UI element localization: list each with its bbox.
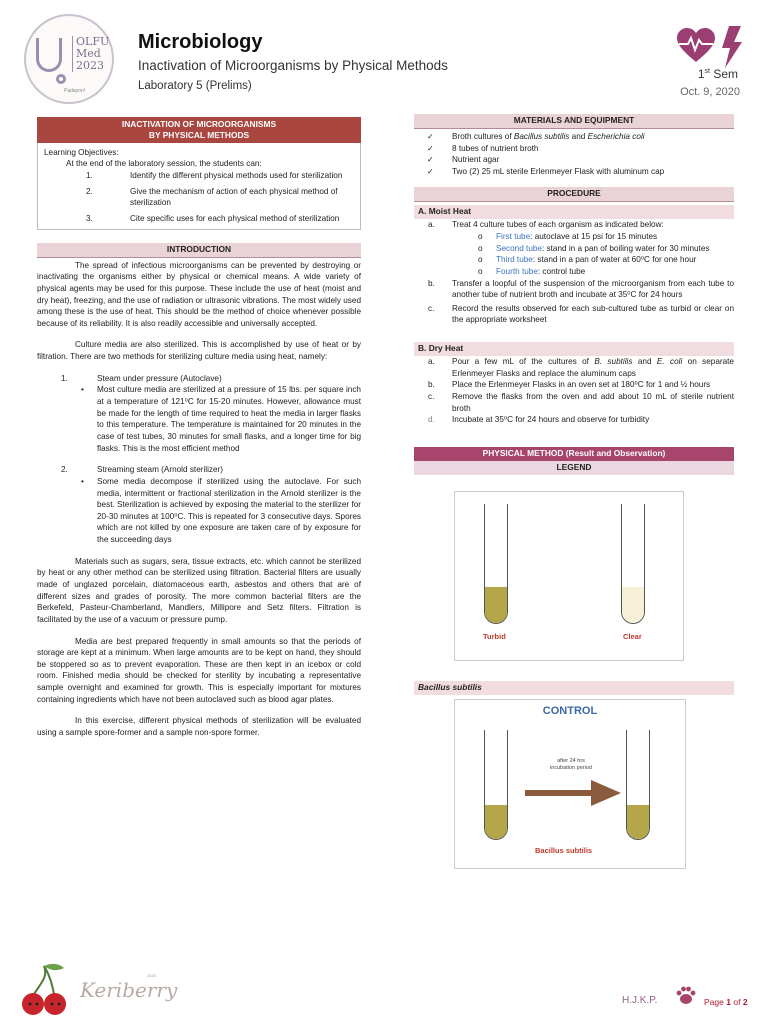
autoclave-bullets xyxy=(37,384,361,454)
moist-heat-steps-2 xyxy=(414,278,734,327)
material-item: ✓ Broth cultures of Bacillus subtilis and Escherichia coli xyxy=(427,131,645,141)
procedure-step: d. Incubate at 35⁰C for 24 hours and observe for turbidity xyxy=(428,415,650,425)
incubation-arrow-icon xyxy=(525,780,621,806)
introduction-heading: INTRODUCTION xyxy=(37,243,361,258)
lightning-bolt-icon xyxy=(720,26,744,68)
procedure-step: b. Place the Erlenmeyer Flasks in an oven set at 180⁰C for 1 and ½ hours xyxy=(428,380,711,390)
intro-paragraph-5: In this exercise, different physical methods of sterilization will be evaluated using a sample spore-former and a sample non-spore former. xyxy=(37,716,361,738)
objectives-heading: INACTIVATION OF MICROORGANISMS BY PHYSICAL METHODS xyxy=(37,117,361,143)
turbid-tube xyxy=(484,504,508,624)
autoclave-bullet: • Most culture media are sterilized at a pressure of 15 lbs. per square inch at a temperature of 121⁰C for 15-20 minutes. However, allowance must be made for the length of time required to heat the media in larger flasks to this temperature. The temperature is maintained for 20 minutes in the case of test tubes, 30 minutes for small flasks, and a longer time for big flasks. This is the most efficient method xyxy=(81,385,361,453)
tube-item: o Third tube: stand in a pan of water at 60⁰C for one hour xyxy=(478,255,697,265)
clear-broth xyxy=(622,587,644,623)
page-number: Page 1 of 2 xyxy=(704,997,748,1007)
legend-heading: LEGEND xyxy=(414,461,734,475)
arnold-bullets xyxy=(37,476,361,546)
lab-date: Oct. 9, 2020 xyxy=(680,86,740,98)
moist-heat-steps xyxy=(414,219,734,231)
procedure-step: c. Remove the flasks from the oven and add about 10 mL of sterile nutrient broth xyxy=(428,391,734,413)
procedure-step: b. Transfer a loopful of the suspension of the microorganism from each tube to another tube of nutrient broth and incubate at 35⁰C for 24 hours xyxy=(428,278,734,300)
arrow-label: after 24 hrs incubation period xyxy=(550,757,592,771)
procedure-step: c. Record the results observed for each sub-cultured tube as turbid or clear on the appropriate worksheet xyxy=(428,303,734,325)
dry-heat-heading: B. Dry Heat xyxy=(414,342,734,356)
cherry-icon xyxy=(20,962,68,1018)
objectives-list xyxy=(44,170,354,225)
moist-heat-heading: A. Moist Heat xyxy=(414,205,734,219)
left-column xyxy=(37,117,361,739)
material-item: ✓ Nutrient agar xyxy=(427,155,500,165)
materials-list xyxy=(414,131,734,178)
tube-treatments xyxy=(414,231,734,278)
intro-paragraph-1: The spread of infectious microorganisms can be prevented by destroying or inactivating the organisms either by physical or chemical means. A wide variety of physical agents may be used for this purpose. These include the use of heat (moist and dry heat), freezing, and the use of radiation or ultrasonic vibrations. The most widely used among these is the use of heat. This should be the method of choice whenever possible because of its reliability. It is also readily accessible and universally accepted. xyxy=(37,260,361,328)
organism-heading: Bacillus subtilis xyxy=(414,681,734,695)
method-arnold: 2. Streaming steam (Arnold sterilizer) xyxy=(61,465,224,475)
dry-heat-steps xyxy=(414,356,734,426)
lab-label: Laboratory 5 (Prelims) xyxy=(138,80,252,92)
materials-heading: MATERIALS AND EQUIPMENT xyxy=(414,114,734,129)
stethoscope-chestpiece-icon xyxy=(56,74,66,84)
after-tube xyxy=(626,730,650,840)
author-initials: H.J.K.P. xyxy=(622,995,658,1006)
olfu-med-logo xyxy=(24,14,114,104)
objectives-box xyxy=(37,143,361,230)
tube-item: o Fourth tube: control tube xyxy=(478,266,586,276)
tube-item: o Second tube: stand in a pan of boiling water for 30 minutes xyxy=(478,243,710,253)
logo-org: OLFU xyxy=(76,35,110,48)
heat-methods-list-2 xyxy=(37,464,361,476)
objective-item: 1. Identify the different physical methods used for sterilization xyxy=(86,171,343,181)
keriberry-brand: Keriberry xyxy=(80,978,178,1002)
before-tube xyxy=(484,730,508,840)
turbid-broth xyxy=(485,587,507,623)
objectives-lead: At the end of the laboratory session, the students can: xyxy=(66,159,262,169)
method-autoclave: 1. Steam under pressure (Autoclave) xyxy=(61,373,222,383)
control-figure xyxy=(454,699,686,869)
semester-label: 1st Sem xyxy=(697,67,738,81)
logo-year: 2023 xyxy=(76,59,104,73)
arnold-bullet: • Some media decompose if sterilized using the autoclave. For such media, intermittent or fractional sterilization in the Arnold sterilizer is the best. Sterilization is achieved by exposing the material to the sterilizer for 20-30 minutes at 100⁰C. This is repeated for 3 consecutive days. Spores which are not killed by one exposure are taken care of by exposure for the succeeding days xyxy=(81,476,361,545)
material-item: ✓ Two (2) 25 mL sterile Erlenmeyer Flask with aluminum cap xyxy=(427,166,665,176)
procedure-heading: PROCEDURE xyxy=(414,187,734,202)
clear-tube xyxy=(621,504,645,624)
procedure-step: a. Treat 4 culture tubes of each organism as indicated below: xyxy=(428,220,664,230)
intro-paragraph-2: Culture media are also sterilized. This is accomplished by use of heat or by filtration. There are two methods for sterilizing culture media using heat, namely: xyxy=(37,340,361,362)
logo-tag: Padayon! xyxy=(64,88,86,94)
clear-label: Clear xyxy=(623,631,642,641)
legend-figure xyxy=(454,491,684,661)
results-heading: PHYSICAL METHOD (Result and Observation) xyxy=(414,447,734,461)
before-broth xyxy=(485,805,507,839)
logo-text xyxy=(72,36,112,72)
right-column xyxy=(414,114,734,869)
heat-methods-list xyxy=(37,373,361,385)
control-caption: Bacillus subtilis xyxy=(535,845,593,855)
after-broth xyxy=(627,805,649,839)
objectives-label: Learning Objectives: xyxy=(44,147,119,157)
page-subtitle: Inactivation of Microorganisms by Physical Methods xyxy=(138,58,448,73)
tube-item: o First tube: autoclave at 15 psi for 15 minutes xyxy=(478,231,658,241)
intro-paragraph-4: Media are best prepared frequently in small amounts so that the periods of storage are kept at a minimum. When large amounts are to be kept on hand, they should be stoppered so as to prevent evaporation. These are then kept in an icebox or cold room. Finished media should be checked for sterility by incubating a representative sample overnight and examined for growth. This is especially important for mixtures containing ingredients which have not been autoclaved such as blood agar plates. xyxy=(37,636,361,704)
page-title: Microbiology xyxy=(138,31,263,53)
material-item: ✓ 8 tubes of nutrient broth xyxy=(427,143,539,153)
logo-dept: Med xyxy=(76,47,101,61)
keriberry-year: 2023 xyxy=(147,973,156,978)
stethoscope-icon xyxy=(36,38,62,72)
heartbeat-icon xyxy=(676,28,716,64)
turbid-label: Turbid xyxy=(483,631,506,641)
paw-print-icon xyxy=(674,980,698,1006)
intro-paragraph-3: Materials such as sugars, sera, tissue extracts, etc. which cannot be sterilized by heat or any other method can be sterilized using filtration. Bacterial filters are usually made of unglazed porcelain, diatomaceous earth, asbestos and others that are of different sizes and grades of porosity. The more common bacterial filters are the Berkefeld, Pasteur-Chamberland, Mandlers, Millipore and Setz filters. Filtration is facilitated by the use of a vacuum or pressure pump. xyxy=(37,556,361,624)
objective-item: 3. Cite specific uses for each physical method of sterilization xyxy=(86,214,340,224)
procedure-step: a. Pour a few mL of the cultures of B. subtilis and E. coli on separate Erlenmeyer Flasks and replace the aluminum caps xyxy=(428,357,734,378)
objective-item: 2. Give the mechanism of action of each physical method of sterilization xyxy=(86,186,338,208)
control-title: CONTROL xyxy=(542,704,598,717)
